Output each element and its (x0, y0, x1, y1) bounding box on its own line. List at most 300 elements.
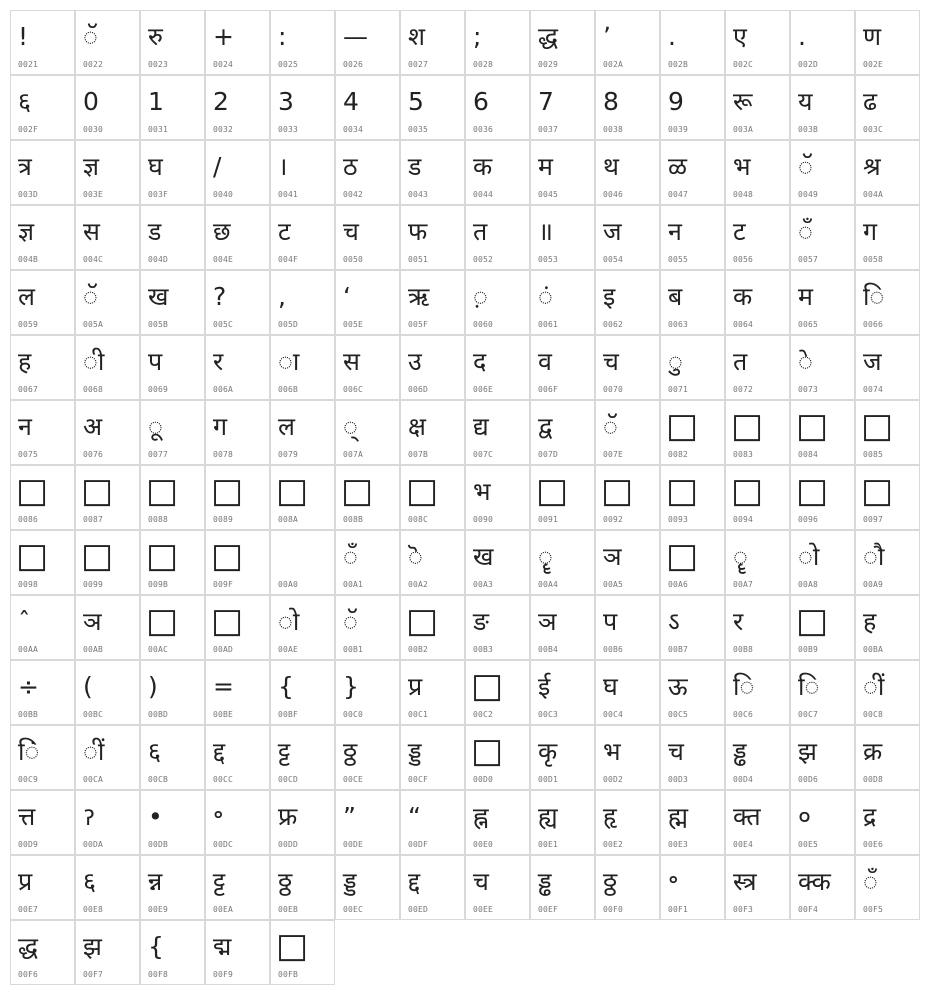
glyph-char: र (213, 347, 224, 376)
glyph-char: 6 (473, 87, 489, 116)
glyph-char: ञ (603, 542, 622, 571)
glyph-char: ब (668, 282, 683, 311)
missing-glyph-box-icon: □ (276, 926, 309, 966)
glyph-char: 7 (538, 87, 554, 116)
glyph-cell (10, 75, 75, 140)
glyph-cell (10, 920, 75, 985)
glyph-code: 00E0 (473, 840, 494, 849)
glyph-code: 0052 (473, 255, 494, 264)
glyph-cell (595, 10, 660, 75)
missing-glyph-box-icon: □ (731, 471, 764, 511)
missing-glyph-box-icon: □ (146, 471, 179, 511)
glyph-code: 0090 (473, 515, 494, 524)
glyph-char: य (798, 87, 813, 116)
glyph-code: 009B (148, 580, 169, 589)
glyph-code: 00BE (213, 710, 234, 719)
glyph-code: 00A2 (408, 580, 429, 589)
glyph-cell (790, 140, 855, 205)
glyph-cell (75, 660, 140, 725)
glyph-cell (270, 270, 335, 335)
glyph-cell (465, 335, 530, 400)
glyph-char: व (538, 347, 552, 376)
glyph-cell (855, 75, 920, 140)
glyph-cell (465, 465, 530, 530)
glyph-cell (855, 205, 920, 270)
glyph-code: 0048 (733, 190, 754, 199)
glyph-cell (725, 595, 790, 660)
glyph-cell (10, 400, 75, 465)
glyph-char: ऊ (668, 672, 688, 701)
glyph-char: ँ (863, 867, 878, 896)
glyph-code: 0046 (603, 190, 624, 199)
glyph-code: 0093 (668, 515, 689, 524)
glyph-code: 00DD (278, 840, 299, 849)
glyph-char: न (668, 217, 682, 246)
glyph-char: ो (278, 607, 300, 636)
missing-glyph-box-icon: □ (81, 471, 114, 511)
glyph-cell (205, 790, 270, 855)
glyph-char: न्न (148, 867, 163, 896)
glyph-code: 005A (83, 320, 104, 329)
glyph-char: ड्ढ (733, 737, 747, 766)
glyph-cell (660, 270, 725, 335)
glyph-char: ठ्ठ (278, 867, 293, 896)
glyph-code: 00AB (83, 645, 104, 654)
glyph-char: ह्य (538, 802, 558, 831)
glyph-cell (335, 400, 400, 465)
glyph-code: 0023 (148, 60, 169, 69)
glyph-cell (140, 920, 205, 985)
glyph-cell (205, 400, 270, 465)
glyph-code: 003D (18, 190, 39, 199)
glyph-cell (465, 855, 530, 920)
glyph-cell (270, 75, 335, 140)
glyph-char: अ (83, 412, 103, 441)
glyph-cell (140, 335, 205, 400)
glyph-char: ज्ञ (18, 217, 35, 246)
glyph-cell (10, 855, 75, 920)
glyph-code: 00B1 (343, 645, 364, 654)
glyph-cell (855, 530, 920, 595)
glyph-cell (140, 140, 205, 205)
glyph-code: 006B (278, 385, 299, 394)
glyph-char: ÷ (18, 672, 39, 701)
glyph-char: िं (18, 737, 40, 766)
glyph-char: ॅ (83, 282, 98, 311)
glyph-char: . (798, 22, 806, 51)
glyph-char: क (473, 152, 493, 181)
glyph-char: ट्ट (278, 737, 291, 766)
glyph-char: रू (733, 87, 753, 116)
missing-glyph-box-icon: □ (406, 601, 439, 641)
glyph-char: ॅ (798, 152, 813, 181)
glyph-char: े (798, 347, 813, 376)
glyph-code: 007C (473, 450, 494, 459)
glyph-char: स (83, 217, 100, 246)
glyph-code: 00F1 (668, 905, 689, 914)
glyph-code: 00F3 (733, 905, 754, 914)
glyph-cell (855, 400, 920, 465)
glyph-code: 0045 (538, 190, 559, 199)
glyph-code: 00C9 (18, 775, 39, 784)
glyph-code: 00C1 (408, 710, 429, 719)
glyph-char: ० (798, 802, 812, 831)
glyph-cell (400, 400, 465, 465)
glyph-code: 0060 (473, 320, 494, 329)
glyph-cell (725, 855, 790, 920)
glyph-code: 0078 (213, 450, 234, 459)
glyph-cell (10, 725, 75, 790)
glyph-cell (595, 660, 660, 725)
glyph-code: 00A3 (473, 580, 494, 589)
glyph-cell (75, 205, 140, 270)
missing-glyph-box-icon: □ (861, 471, 894, 511)
glyph-code: 00A7 (733, 580, 754, 589)
glyph-char: घ (148, 152, 163, 181)
glyph-code: 0068 (83, 385, 104, 394)
glyph-cell (530, 725, 595, 790)
glyph-cell (465, 10, 530, 75)
glyph-char: ॰ (668, 867, 679, 896)
glyph-code: 002C (733, 60, 754, 69)
missing-glyph-box-icon: □ (796, 601, 829, 641)
glyph-cell (270, 335, 335, 400)
glyph-code: 00C6 (733, 710, 754, 719)
glyph-cell (855, 725, 920, 790)
glyph-char: ळ (668, 152, 688, 181)
glyph-code: 0055 (668, 255, 689, 264)
glyph-cell (725, 530, 790, 595)
glyph-cell (595, 530, 660, 595)
glyph-code: 003F (148, 190, 169, 199)
glyph-code: 00E3 (668, 840, 689, 849)
glyph-cell (335, 270, 400, 335)
glyph-code: 00EC (343, 905, 364, 914)
glyph-cell (725, 465, 790, 530)
glyph-char: ड्ढ (538, 867, 552, 896)
glyph-cell (530, 660, 595, 725)
glyph-char: 0 (83, 87, 99, 116)
glyph-code: 0026 (343, 60, 364, 69)
glyph-char: 4 (343, 87, 359, 116)
glyph-cell (595, 400, 660, 465)
glyph-code: 0037 (538, 125, 559, 134)
glyph-char: ) (148, 672, 158, 701)
glyph-char: म (538, 152, 553, 181)
glyph-cell (335, 530, 400, 595)
glyph-char: त (733, 347, 748, 376)
glyph-cell (725, 75, 790, 140)
glyph-char: प्र (408, 672, 423, 701)
missing-glyph-box-icon: □ (341, 471, 374, 511)
glyph-code: 0036 (473, 125, 494, 134)
glyph-code: 00ED (408, 905, 429, 914)
glyph-char: ं (538, 282, 553, 311)
glyph-code: 0028 (473, 60, 494, 69)
glyph-cell (75, 400, 140, 465)
glyph-char: त्त (18, 802, 36, 831)
glyph-cell (790, 465, 855, 530)
glyph-code: 007D (538, 450, 559, 459)
glyph-char: रु (148, 22, 163, 51)
glyph-char: 3 (278, 87, 294, 116)
glyph-cell (205, 140, 270, 205)
glyph-cell (465, 400, 530, 465)
glyph-cell (465, 270, 530, 335)
glyph-cell (660, 855, 725, 920)
glyph-cell (400, 530, 465, 595)
glyph-cell (660, 530, 725, 595)
glyph-code: 00F6 (18, 970, 39, 979)
glyph-code: 00E4 (733, 840, 754, 849)
glyph-code: 00C2 (473, 710, 494, 719)
glyph-char: भ (733, 152, 751, 181)
glyph-char: ि (798, 672, 820, 701)
glyph-cell (140, 790, 205, 855)
missing-glyph-box-icon: □ (146, 536, 179, 576)
glyph-char: र (733, 607, 744, 636)
glyph-code: 00A4 (538, 580, 559, 589)
glyph-char: द्ध (538, 22, 558, 51)
glyph-code: 00C3 (538, 710, 559, 719)
glyph-char: द्द (213, 737, 226, 766)
glyph-char: ऽ (668, 607, 680, 636)
glyph-code: 0059 (18, 320, 39, 329)
glyph-code: 008A (278, 515, 299, 524)
glyph-code: 0072 (733, 385, 754, 394)
glyph-code: 0092 (603, 515, 624, 524)
glyph-char: द्ध (18, 932, 38, 961)
glyph-code: 0032 (213, 125, 234, 134)
glyph-code: 0065 (798, 320, 819, 329)
glyph-char: ड्ड (408, 737, 422, 766)
glyph-char: ँ (798, 217, 813, 246)
glyph-char: च (343, 217, 359, 246)
glyph-code: 0029 (538, 60, 559, 69)
glyph-cell (660, 205, 725, 270)
glyph-code: 0053 (538, 255, 559, 264)
glyph-char: द्द (408, 867, 421, 896)
glyph-char: ॄ (733, 542, 748, 571)
glyph-cell (530, 530, 595, 595)
glyph-code: 00CB (148, 775, 169, 784)
glyph-code: 0047 (668, 190, 689, 199)
glyph-code: 0038 (603, 125, 624, 134)
glyph-cell (530, 400, 595, 465)
glyph-cell (465, 725, 530, 790)
glyph-char: फ्र (278, 802, 298, 831)
glyph-char: { (278, 672, 294, 701)
glyph-code: 0094 (733, 515, 754, 524)
glyph-code: 0096 (798, 515, 819, 524)
glyph-cell (335, 595, 400, 660)
glyph-cell (400, 335, 465, 400)
missing-glyph-box-icon: □ (471, 666, 504, 706)
glyph-cell (855, 465, 920, 530)
glyph-cell (595, 270, 660, 335)
glyph-code: 0077 (148, 450, 169, 459)
glyph-char: द्र (863, 802, 877, 831)
glyph-cell (530, 465, 595, 530)
glyph-cell (465, 530, 530, 595)
glyph-code: 004A (863, 190, 884, 199)
glyph-char: भ (603, 737, 621, 766)
glyph-cell (530, 205, 595, 270)
glyph-cell (270, 205, 335, 270)
glyph-cell (205, 530, 270, 595)
glyph-char: ॅ (83, 22, 98, 51)
glyph-cell (10, 595, 75, 660)
glyph-code: 0082 (668, 450, 689, 459)
glyph-cell (335, 725, 400, 790)
glyph-cell (270, 920, 335, 985)
glyph-char: क्ष (408, 412, 426, 441)
glyph-cell (595, 465, 660, 530)
glyph-char: थ (603, 152, 619, 181)
glyph-cell (855, 335, 920, 400)
glyph-char: ऋ (408, 282, 430, 311)
glyph-cell (10, 660, 75, 725)
glyph-char: त्र (18, 152, 32, 181)
glyph-char: ि (863, 282, 885, 311)
glyph-cell (140, 725, 205, 790)
glyph-cell (725, 205, 790, 270)
glyph-code: 002F (18, 125, 39, 134)
glyph-cell (140, 465, 205, 530)
glyph-code: 002E (863, 60, 884, 69)
glyph-cell (140, 855, 205, 920)
glyph-code: 0035 (408, 125, 429, 134)
glyph-code: 00B3 (473, 645, 494, 654)
missing-glyph-box-icon: □ (16, 536, 49, 576)
glyph-code: 0066 (863, 320, 884, 329)
glyph-cell (530, 10, 595, 75)
glyph-code: 00D4 (733, 775, 754, 784)
missing-glyph-box-icon: □ (731, 406, 764, 446)
glyph-code: 0040 (213, 190, 234, 199)
glyph-code: 0062 (603, 320, 624, 329)
glyph-code: 006E (473, 385, 494, 394)
glyph-char: ठ (343, 152, 358, 181)
glyph-char: ॆ (408, 542, 423, 571)
glyph-cell (75, 920, 140, 985)
glyph-code: 0027 (408, 60, 429, 69)
glyph-code: 0051 (408, 255, 429, 264)
glyph-code: 003E (83, 190, 104, 199)
glyph-cell (725, 660, 790, 725)
glyph-code: 0073 (798, 385, 819, 394)
glyph-code: 00F7 (83, 970, 104, 979)
glyph-code: 00AD (213, 645, 234, 654)
glyph-code: 00E5 (798, 840, 819, 849)
glyph-char: 1 (148, 87, 164, 116)
glyph-cell (75, 335, 140, 400)
glyph-cell (400, 660, 465, 725)
glyph-cell (465, 790, 530, 855)
glyph-cell (530, 595, 595, 660)
glyph-cell (140, 660, 205, 725)
missing-glyph-box-icon: □ (16, 471, 49, 511)
glyph-char: ि (733, 672, 755, 701)
glyph-code: 0069 (148, 385, 169, 394)
glyph-cell (335, 205, 400, 270)
missing-glyph-box-icon: □ (211, 536, 244, 576)
glyph-char: क्क (798, 867, 831, 896)
glyph-code: 006F (538, 385, 559, 394)
glyph-char: 2 (213, 87, 229, 116)
glyph-cell (530, 140, 595, 205)
glyph-char: द्म (213, 932, 232, 961)
glyph-cell (205, 10, 270, 75)
glyph-cell (660, 140, 725, 205)
glyph-code: 003C (863, 125, 884, 134)
glyph-code: 00AA (18, 645, 39, 654)
glyph-cell (75, 725, 140, 790)
glyph-cell (530, 75, 595, 140)
glyph-cell (270, 465, 335, 530)
glyph-code: 00F8 (148, 970, 169, 979)
glyph-char: = (213, 672, 234, 701)
glyph-char: ी (83, 347, 105, 376)
glyph-char: झ (798, 737, 817, 766)
glyph-char: ( (83, 672, 93, 701)
glyph-code: 002D (798, 60, 819, 69)
missing-glyph-box-icon: □ (666, 536, 699, 576)
glyph-code: 004B (18, 255, 39, 264)
glyph-char: ँ (343, 542, 358, 571)
glyph-char: च (668, 737, 684, 766)
glyph-char: स्त्र (733, 867, 757, 896)
glyph-char: • (148, 802, 163, 831)
glyph-char: प (603, 607, 618, 636)
glyph-cell (855, 595, 920, 660)
glyph-char: ह्म (668, 802, 689, 831)
glyph-code: 003B (798, 125, 819, 134)
glyph-char: ॥ (538, 217, 553, 246)
glyph-cell (75, 790, 140, 855)
glyph-char: द (473, 347, 487, 376)
glyph-code: 0063 (668, 320, 689, 329)
glyph-cell (855, 270, 920, 335)
missing-glyph-box-icon: □ (601, 471, 634, 511)
glyph-char: ˆ (18, 607, 31, 636)
glyph-cell (465, 660, 530, 725)
glyph-cell (790, 335, 855, 400)
glyph-code: 0089 (213, 515, 234, 524)
glyph-char: ह्न (473, 802, 489, 831)
glyph-code: 0087 (83, 515, 104, 524)
glyph-cell (10, 530, 75, 595)
glyph-cell (530, 855, 595, 920)
glyph-cell (270, 660, 335, 725)
glyph-code: 00C8 (863, 710, 884, 719)
glyph-cell (205, 725, 270, 790)
glyph-code: 00D3 (668, 775, 689, 784)
glyph-code: 007E (603, 450, 624, 459)
glyph-code: 00BD (148, 710, 169, 719)
glyph-char: 8 (603, 87, 619, 116)
glyph-char (278, 537, 334, 577)
glyph-code: 00B7 (668, 645, 689, 654)
glyph-cell (10, 335, 75, 400)
glyph-char: ट्ट (213, 867, 226, 896)
glyph-char: } (343, 672, 359, 701)
glyph-code: 0043 (408, 190, 429, 199)
glyph-code: 0039 (668, 125, 689, 134)
glyph-cell (595, 790, 660, 855)
glyph-code: 0091 (538, 515, 559, 524)
glyph-code: 00BA (863, 645, 884, 654)
